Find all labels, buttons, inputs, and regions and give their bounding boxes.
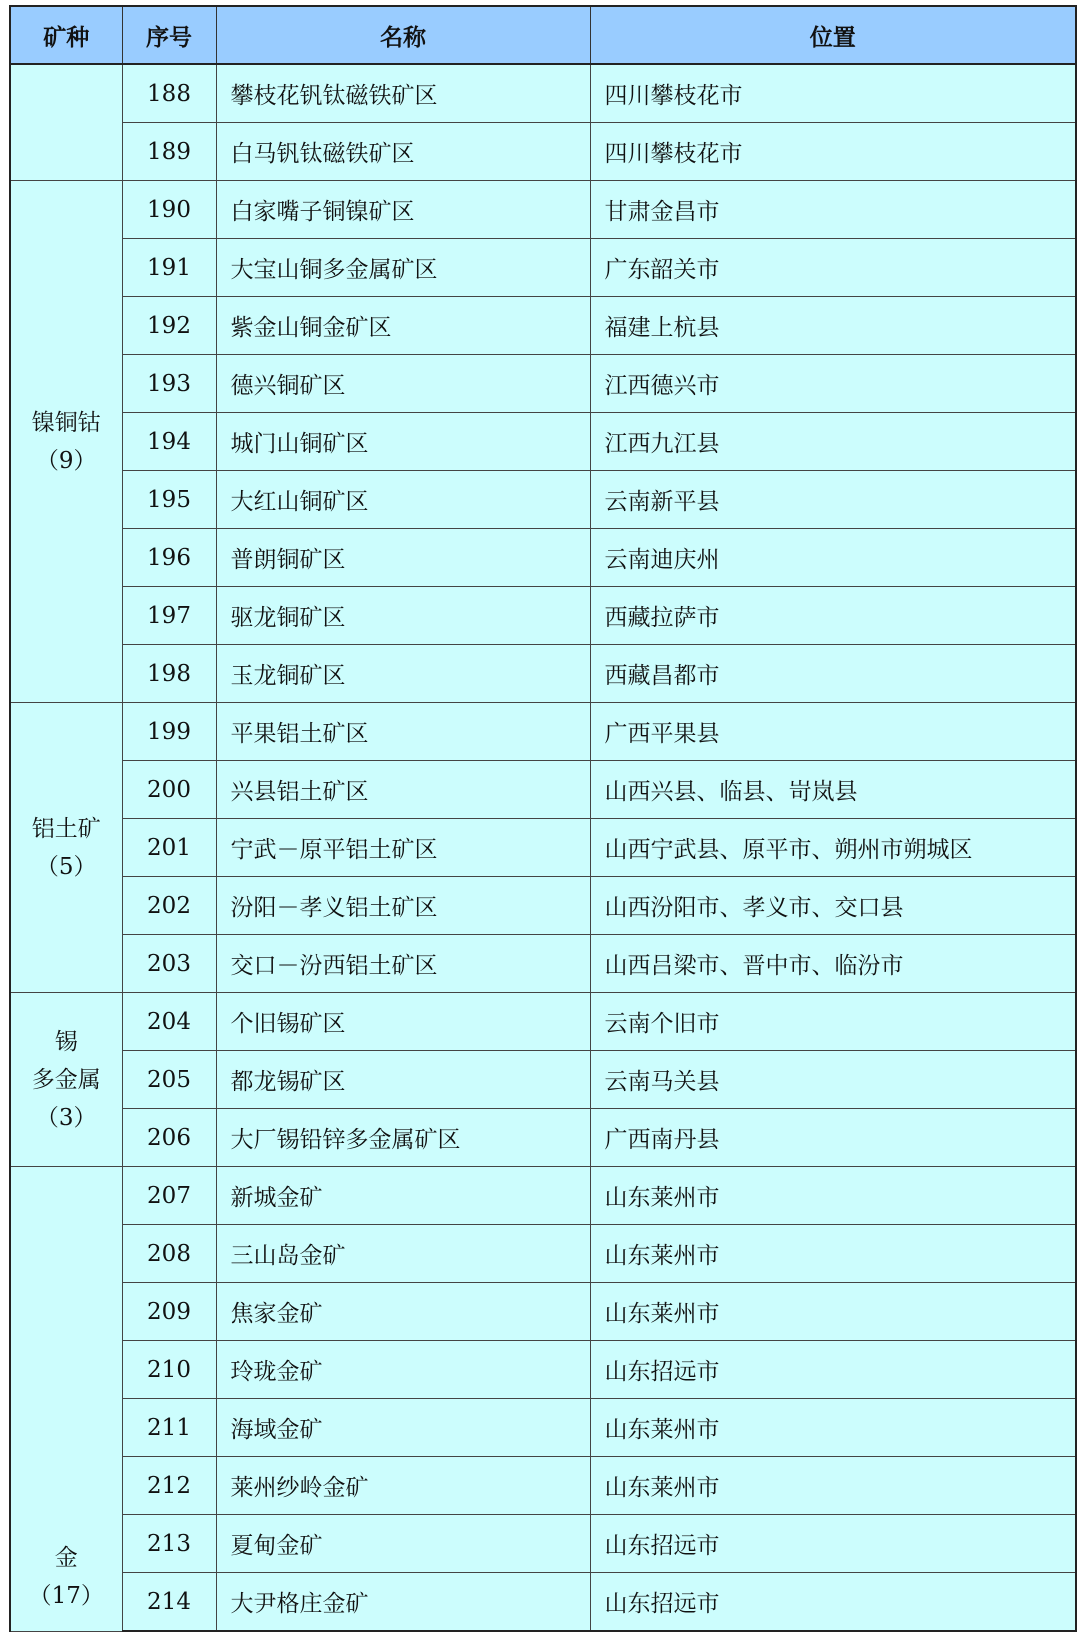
table-header-row: [10, 6, 1076, 64]
table-row: [10, 1051, 1076, 1109]
table-row: [10, 1399, 1076, 1457]
mineral-type-cell: [10, 1167, 122, 1632]
serial-number-cell: 188: [122, 64, 216, 123]
mine-name-cell: 攀枝花钒钛磁铁矿区: [216, 64, 590, 123]
location-cell: 云南马关县: [590, 1051, 1076, 1109]
location-cell: 山东招远市: [590, 1515, 1076, 1573]
header-location: 位置: [590, 6, 1076, 64]
mineral-type-cell: [10, 181, 122, 703]
location-cell: 山东招远市: [590, 1573, 1076, 1632]
table-row: [10, 471, 1076, 529]
mine-name-cell: 汾阳－孝义铝土矿区: [216, 877, 590, 935]
serial-number-cell: 203: [122, 935, 216, 993]
table-row: [10, 123, 1076, 181]
location-cell: 西藏昌都市: [590, 645, 1076, 703]
mine-name-cell: 白马钒钛磁铁矿区: [216, 123, 590, 181]
mineral-type-label: 锡: [54, 1028, 78, 1055]
mine-name-cell: 大红山铜矿区: [216, 471, 590, 529]
mine-name-cell: 玲珑金矿: [216, 1341, 590, 1399]
location-cell: 山东莱州市: [590, 1283, 1076, 1341]
serial-number-cell: 208: [122, 1225, 216, 1283]
location-cell: 山东招远市: [590, 1341, 1076, 1399]
table-row: [10, 1341, 1076, 1399]
mine-name-cell: 莱州纱岭金矿: [216, 1457, 590, 1515]
serial-number-cell: 214: [122, 1573, 216, 1632]
location-cell: 山西宁武县、原平市、朔州市朔城区: [590, 819, 1076, 877]
table-row: [10, 993, 1076, 1051]
location-cell: 云南个旧市: [590, 993, 1076, 1051]
location-cell: 江西德兴市: [590, 355, 1076, 413]
table-row: [10, 1457, 1076, 1515]
table-row: [10, 1283, 1076, 1341]
location-cell: 广东韶关市: [590, 239, 1076, 297]
serial-number-cell: 196: [122, 529, 216, 587]
location-cell: 福建上杭县: [590, 297, 1076, 355]
serial-number-cell: 211: [122, 1399, 216, 1457]
table-row: [10, 761, 1076, 819]
table-row: [10, 1515, 1076, 1573]
serial-number-cell: 199: [122, 703, 216, 761]
mine-name-cell: 个旧锡矿区: [216, 993, 590, 1051]
location-cell: 山东莱州市: [590, 1399, 1076, 1457]
table-row: [10, 935, 1076, 993]
serial-number-cell: 206: [122, 1109, 216, 1167]
serial-number-cell: 205: [122, 1051, 216, 1109]
table-row: [10, 529, 1076, 587]
mining-areas-table: [9, 5, 1077, 1632]
location-cell: 四川攀枝花市: [590, 64, 1076, 123]
serial-number-cell: 195: [122, 471, 216, 529]
mineral-type-cell: [10, 703, 122, 993]
mine-name-cell: 普朗铜矿区: [216, 529, 590, 587]
table-row: [10, 297, 1076, 355]
table-row: [10, 355, 1076, 413]
serial-number-cell: 198: [122, 645, 216, 703]
location-cell: 西藏拉萨市: [590, 587, 1076, 645]
mineral-type-label: （5）: [35, 853, 97, 880]
location-cell: 广西平果县: [590, 703, 1076, 761]
header-name: 名称: [216, 6, 590, 64]
mine-name-cell: 三山岛金矿: [216, 1225, 590, 1283]
table-row: [10, 413, 1076, 471]
serial-number-cell: 191: [122, 239, 216, 297]
serial-number-cell: 209: [122, 1283, 216, 1341]
table-row: [10, 1573, 1076, 1632]
location-cell: 山东莱州市: [590, 1457, 1076, 1515]
location-cell: 广西南丹县: [590, 1109, 1076, 1167]
table-row: [10, 877, 1076, 935]
location-cell: 山西汾阳市、孝义市、交口县: [590, 877, 1076, 935]
table-row: [10, 819, 1076, 877]
table-row: [10, 703, 1076, 761]
mine-name-cell: 宁武－原平铝土矿区: [216, 819, 590, 877]
header-mineral-type: 矿种: [10, 6, 122, 64]
serial-number-cell: 213: [122, 1515, 216, 1573]
mineral-type-label: （17）: [28, 1582, 104, 1609]
table-body: [10, 64, 1076, 1631]
table-row: [10, 645, 1076, 703]
table-row: [10, 181, 1076, 239]
serial-number-cell: 197: [122, 587, 216, 645]
table-row: [10, 64, 1076, 123]
mineral-type-cell: [10, 64, 122, 181]
location-cell: 山东莱州市: [590, 1167, 1076, 1225]
mineral-type-label: 金: [54, 1544, 78, 1571]
location-cell: 云南新平县: [590, 471, 1076, 529]
mine-name-cell: 海域金矿: [216, 1399, 590, 1457]
table-row: [10, 587, 1076, 645]
header-number: 序号: [122, 6, 216, 64]
table-row: [10, 239, 1076, 297]
serial-number-cell: 200: [122, 761, 216, 819]
location-cell: 四川攀枝花市: [590, 123, 1076, 181]
mine-name-cell: 大尹格庄金矿: [216, 1573, 590, 1632]
location-cell: 山西兴县、临县、岢岚县: [590, 761, 1076, 819]
location-cell: 甘肃金昌市: [590, 181, 1076, 239]
mine-name-cell: 大厂锡铅锌多金属矿区: [216, 1109, 590, 1167]
mining-areas-table-container: [9, 5, 1075, 1632]
mineral-type-label: 多金属: [31, 1066, 101, 1093]
serial-number-cell: 201: [122, 819, 216, 877]
mineral-type-label: （3）: [35, 1104, 97, 1131]
mine-name-cell: 玉龙铜矿区: [216, 645, 590, 703]
mine-name-cell: 交口－汾西铝土矿区: [216, 935, 590, 993]
serial-number-cell: 204: [122, 993, 216, 1051]
serial-number-cell: 192: [122, 297, 216, 355]
location-cell: 山西吕梁市、晋中市、临汾市: [590, 935, 1076, 993]
mine-name-cell: 白家嘴子铜镍矿区: [216, 181, 590, 239]
table-row: [10, 1167, 1076, 1225]
serial-number-cell: 202: [122, 877, 216, 935]
mine-name-cell: 大宝山铜多金属矿区: [216, 239, 590, 297]
serial-number-cell: 193: [122, 355, 216, 413]
mine-name-cell: 平果铝土矿区: [216, 703, 590, 761]
serial-number-cell: 212: [122, 1457, 216, 1515]
table-row: [10, 1109, 1076, 1167]
mineral-type-label: （9）: [35, 447, 97, 474]
serial-number-cell: 189: [122, 123, 216, 181]
mineral-type-label: 铝土矿: [31, 815, 101, 842]
mine-name-cell: 城门山铜矿区: [216, 413, 590, 471]
serial-number-cell: 210: [122, 1341, 216, 1399]
mine-name-cell: 兴县铝土矿区: [216, 761, 590, 819]
mine-name-cell: 焦家金矿: [216, 1283, 590, 1341]
mineral-type-label: 镍铜钴: [31, 409, 101, 436]
serial-number-cell: 190: [122, 181, 216, 239]
table-row: [10, 1225, 1076, 1283]
mine-name-cell: 紫金山铜金矿区: [216, 297, 590, 355]
serial-number-cell: 207: [122, 1167, 216, 1225]
mine-name-cell: 都龙锡矿区: [216, 1051, 590, 1109]
serial-number-cell: 194: [122, 413, 216, 471]
location-cell: 江西九江县: [590, 413, 1076, 471]
mine-name-cell: 德兴铜矿区: [216, 355, 590, 413]
mine-name-cell: 新城金矿: [216, 1167, 590, 1225]
location-cell: 云南迪庆州: [590, 529, 1076, 587]
mine-name-cell: 驱龙铜矿区: [216, 587, 590, 645]
location-cell: 山东莱州市: [590, 1225, 1076, 1283]
mineral-type-cell: [10, 993, 122, 1167]
mine-name-cell: 夏甸金矿: [216, 1515, 590, 1573]
